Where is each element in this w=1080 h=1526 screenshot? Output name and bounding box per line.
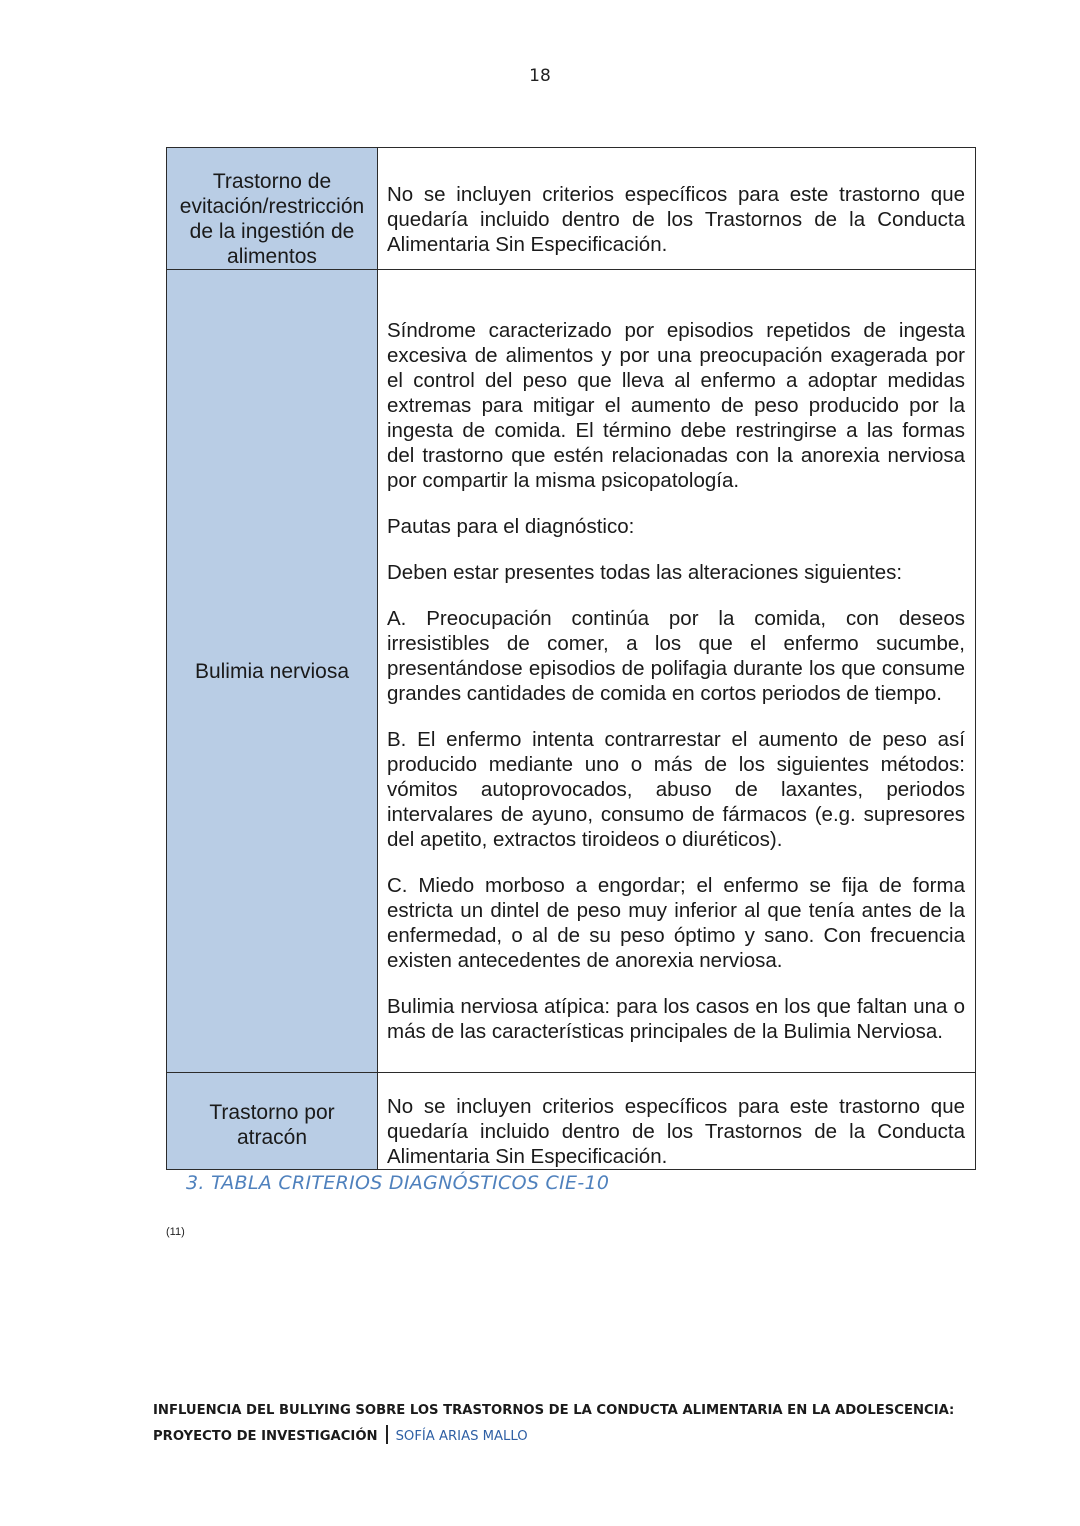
- row-description-cell: [378, 1073, 976, 1170]
- description-paragraph: No se incluyen criterios específicos para este trastorno que quedaría incluido dentro de los Trastornos de la Conducta Alimentaria Sin Especificación.: [387, 1095, 965, 1168]
- footer-separator: [386, 1425, 388, 1444]
- criterion-a-paragraph: A. Preocupación continúa por la comida, con deseos irresistibles de comer, a los que el enfermo sucumbe, presentándose episodios de polifagia durante los que consume grandes cantidades de comida en cortos periodos de tiempo.: [387, 607, 965, 705]
- description-paragraph: Deben estar presentes todas las alteraciones siguientes:: [387, 561, 903, 584]
- row-label-cell: [167, 148, 378, 270]
- table-row: [167, 270, 976, 1073]
- description-paragraph: No se incluyen criterios específicos para este trastorno que quedaría incluido dentro de los Trastornos de la Conducta Alimentaria Sin Especificación.: [387, 183, 965, 256]
- footer-author: SOFÍA ARIAS MALLO: [395, 1429, 528, 1444]
- row-label-cell: [167, 270, 378, 1073]
- row-description-cell: [378, 270, 976, 1073]
- description-paragraph: Pautas para el diagnóstico:: [387, 515, 635, 538]
- table-caption: 3. TABLA CRITERIOS DIAGNÓSTICOS CIE-10: [186, 1172, 610, 1194]
- row-label: Trastorno por atracón: [209, 1101, 335, 1149]
- criteria-table: [166, 147, 976, 1170]
- footer-title: INFLUENCIA DEL BULLYING SOBRE LOS TRASTORNOS DE LA CONDUCTA ALIMENTARIA EN LA ADOLESCENCIA:: [153, 1403, 955, 1418]
- table-row: [167, 1073, 976, 1170]
- page-footer: [153, 1398, 954, 1450]
- footer-project-label: PROYECTO DE INVESTIGACIÓN: [153, 1429, 378, 1444]
- row-description-cell: [378, 148, 976, 270]
- row-label: Bulimia nerviosa: [194, 659, 350, 683]
- footer-second-line: [153, 1424, 954, 1450]
- page-number: 18: [529, 66, 551, 86]
- atypical-paragraph: Bulimia nerviosa atípica: para los casos en los que faltan una o más de las características principales de la Bulimia Nerviosa.: [387, 995, 965, 1043]
- reference-number: (11): [166, 1226, 185, 1238]
- criterion-c-paragraph: C. Miedo morboso a engordar; el enfermo se fija de forma estricta un dintel de peso muy inferior al que tenía antes de la enfermedad, o al de su peso óptimo y sano. Con frecuencia existen antecedentes de anorexia nerviosa.: [387, 874, 965, 972]
- description-paragraph: Síndrome caracterizado por episodios repetidos de ingesta excesiva de alimentos y por una preocupación exagerada por el control del peso que lleva al enfermo a adoptar medidas extremas para mitigar el aumento de peso producido por la ingesta de comida. El término debe restringirse a las formas del trastorno que estén relacionadas con la anorexia nerviosa por compartir la misma psicopatología.: [387, 319, 965, 492]
- criterion-b-paragraph: B. El enfermo intenta contrarrestar el aumento de peso así producido mediante uno o más de los siguientes métodos: vómitos autoprovocados, abuso de laxantes, periodos intervalares de ayuno, consumo de fármacos (e.g. supresores del apetito, extractos tiroideos o diuréticos).: [387, 728, 965, 851]
- row-label-cell: [167, 1073, 378, 1170]
- row-label: Trastorno de evitación/restricción de la ingestión de alimentos: [179, 170, 365, 268]
- table-row: [167, 148, 976, 270]
